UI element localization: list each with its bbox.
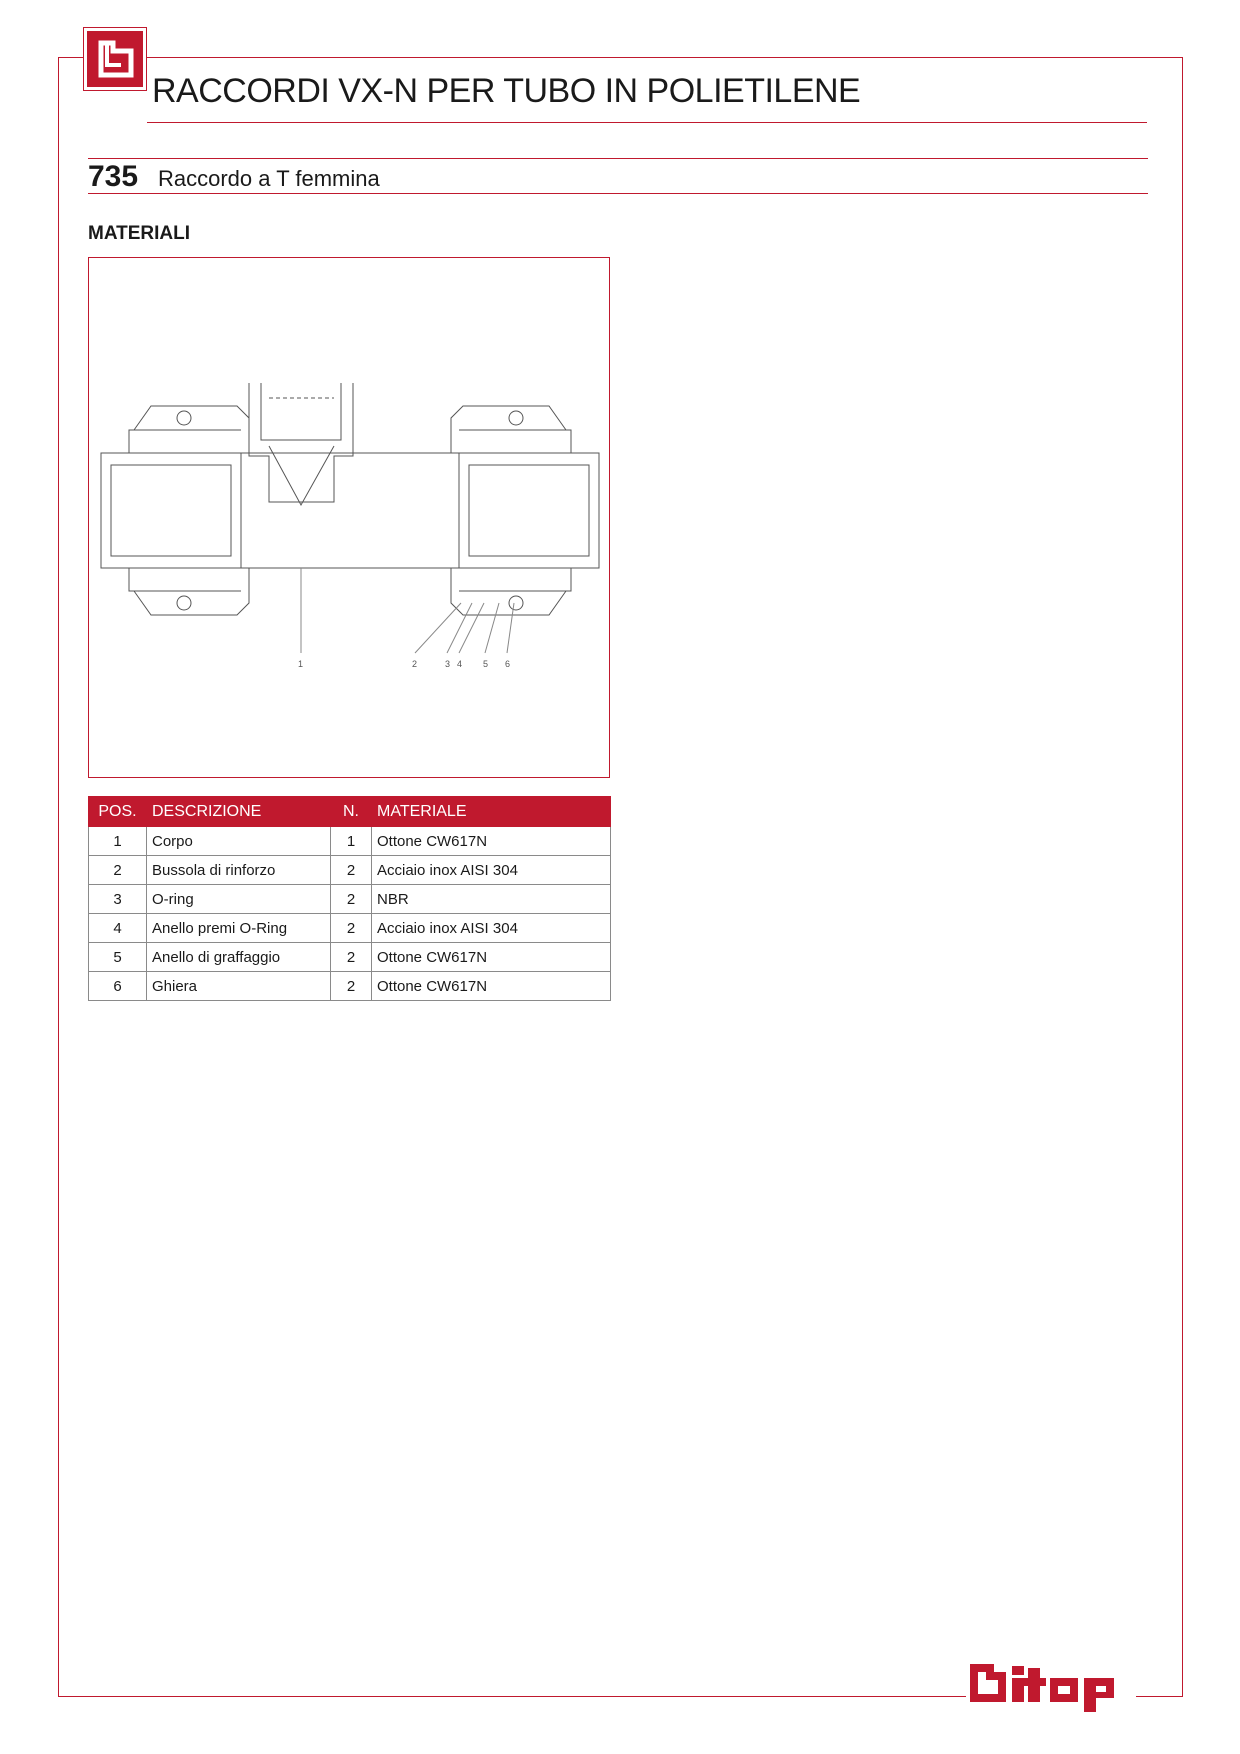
title-underline bbox=[147, 122, 1147, 123]
cell-pos: 3 bbox=[89, 885, 147, 914]
cell-n: 2 bbox=[331, 914, 372, 943]
cell-descrizione: O-ring bbox=[147, 885, 331, 914]
cell-materiale: Ottone CW617N bbox=[372, 943, 611, 972]
cell-n: 2 bbox=[331, 943, 372, 972]
col-header-descrizione: DESCRIZIONE bbox=[147, 797, 331, 827]
table-row bbox=[89, 914, 611, 943]
callout-2: 2 bbox=[412, 659, 418, 669]
table-row bbox=[89, 885, 611, 914]
table-row bbox=[89, 943, 611, 972]
tee-cross-section-diagram bbox=[89, 258, 611, 779]
callout-1: 1 bbox=[298, 659, 304, 669]
product-subtitle: Raccordo a T femmina bbox=[158, 166, 380, 191]
cell-descrizione: Anello premi O-Ring bbox=[147, 914, 331, 943]
section-heading-materiali: MATERIALI bbox=[88, 223, 191, 244]
cell-pos: 5 bbox=[89, 943, 147, 972]
table-header-row bbox=[89, 797, 611, 827]
technical-drawing bbox=[88, 257, 610, 778]
table-row bbox=[89, 827, 611, 856]
cell-pos: 4 bbox=[89, 914, 147, 943]
callout-3: 3 bbox=[445, 659, 451, 669]
cell-n: 2 bbox=[331, 885, 372, 914]
col-header-materiale: MATERIALE bbox=[372, 797, 611, 827]
cell-materiale: Acciaio inox AISI 304 bbox=[372, 856, 611, 885]
cell-n: 2 bbox=[331, 972, 372, 1001]
product-bottom-rule bbox=[88, 193, 1148, 194]
cell-n: 2 bbox=[331, 856, 372, 885]
cell-materiale: Ottone CW617N bbox=[372, 972, 611, 1001]
itap-brand-logo bbox=[966, 1656, 1136, 1718]
cell-n: 1 bbox=[331, 827, 372, 856]
itap-corner-logo bbox=[84, 28, 146, 90]
cell-descrizione: Bussola di rinforzo bbox=[147, 856, 331, 885]
cell-descrizione: Corpo bbox=[147, 827, 331, 856]
col-header-n: N. bbox=[331, 797, 372, 827]
col-header-pos: POS. bbox=[89, 797, 147, 827]
materials-table bbox=[88, 796, 611, 1001]
table-row bbox=[89, 972, 611, 1001]
product-code: 735 bbox=[88, 160, 139, 193]
cell-pos: 2 bbox=[89, 856, 147, 885]
callout-6: 6 bbox=[505, 659, 511, 669]
page-title: RACCORDI VX-N PER TUBO IN POLIETILENE bbox=[152, 72, 861, 110]
callout-4: 4 bbox=[457, 659, 463, 669]
callout-5: 5 bbox=[483, 659, 489, 669]
cell-descrizione: Anello di graffaggio bbox=[147, 943, 331, 972]
cell-materiale: Ottone CW617N bbox=[372, 827, 611, 856]
table-row bbox=[89, 856, 611, 885]
cell-pos: 1 bbox=[89, 827, 147, 856]
cell-materiale: Acciaio inox AISI 304 bbox=[372, 914, 611, 943]
cell-materiale: NBR bbox=[372, 885, 611, 914]
cell-pos: 6 bbox=[89, 972, 147, 1001]
cell-descrizione: Ghiera bbox=[147, 972, 331, 1001]
product-top-rule bbox=[88, 158, 1148, 159]
